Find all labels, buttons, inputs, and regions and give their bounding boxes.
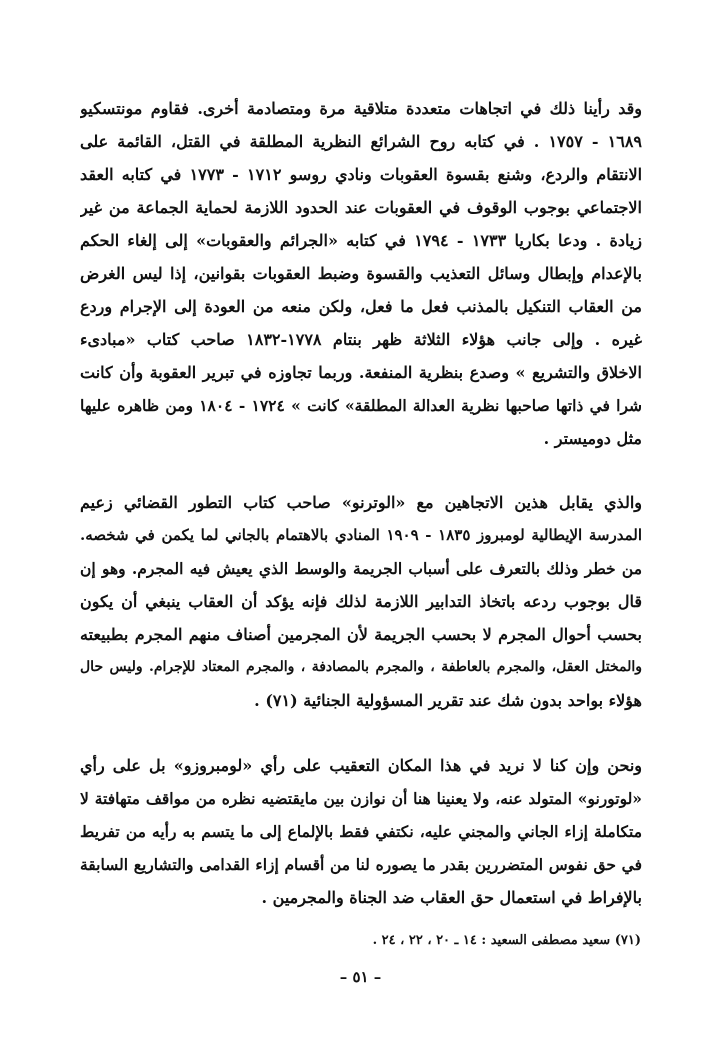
text-line: الاخلاق والتشريع » وصدع بنظرية المنفعة. وربما تجاوزه في تبرير العقوبة وأن كانت (80, 363, 642, 382)
text-line: مثل دوميستر . (543, 429, 642, 448)
paragraph-2 (80, 486, 642, 717)
text-line: ١٦٨٩ - ١٧٥٧ . في كتابه روح الشرائع النظرية المطلقة في القتل، القائمة على (80, 132, 642, 151)
text-line: «لوتورنو» المتولد عنه، ولا يعنينا هنا أن نوازن بين مايقتضيه نظره من مواقف متهافتة لا (80, 789, 642, 808)
paragraph-3 (80, 749, 642, 914)
text-line: من العقاب التنكيل بالمذنب فعل ما فعل، ولكن منعه من العودة إلى الإجرام وردع (80, 297, 642, 316)
text-line: والمختل العقل، والمجرم بالعاطفة ، والمجرم بالمصادفة ، والمجرم المعتاد للإجرام. وليس حال (80, 659, 642, 675)
text-line: شرا في ذاتها صاحبها نظرية العدالة المطلقة» كانت » ١٧٢٤ - ١٨٠٤ ومن ظاهره عليها (80, 396, 642, 415)
page-number: – ٥١ – (339, 968, 382, 986)
text-line: متكاملة إزاء الجاني والمجني عليه، نكتفي فقط بالإلماع إلى ما يتسم به رأيه من تفريط (80, 822, 642, 841)
text-line: بالإفراط في استعمال حق العقاب ضد الجناة والمجرمين . (261, 888, 642, 907)
text-line: ونحن وإن كنا لا نريد في هذا المكان التعقيب على رأي «لومبروزو» بل على رأي (80, 756, 642, 775)
text-line: من خطر وذلك بالتعرف على أسباب الجريمة والوسط الذي يعيش فيه المجرم. وهو إن (80, 559, 642, 578)
text-line: قال بوجوب ردعه باتخاذ التدابير اللازمة لذلك فإنه يؤكد أن العقاب ينبغي أن يكون (80, 592, 642, 611)
text-line: بالإعدام وإبطال وسائل التعذيب والقسوة وضبط العقوبات بقوانين، إذا ليس الغرض (80, 264, 642, 283)
footnote: (٧١) سعيد مصطفى السعيد : ١٤ ـ ٢٠ ، ٢٢ ، ٢٤ . (372, 933, 641, 948)
text-line: هؤلاء بواحد بدون شك عند تقرير المسؤولية الجنائية (٧١) . (254, 691, 642, 710)
paragraph-1 (80, 92, 642, 455)
text-line: غيره . وإلى جانب هؤلاء الثلاثة ظهر بنتام ١٧٧٨-١٨٣٢ صاحب كتاب «مبادىء (80, 330, 642, 349)
text-line: المدرسة الإيطالية لومبروز ١٨٣٥ - ١٩٠٩ المنادي بالاهتمام بالجاني لما يكمن في شخصه. (80, 526, 642, 544)
text-line: وقد رأينا ذلك في اتجاهات متعددة متلاقية مرة ومتصادمة أخرى. فقاوم مونتسكيو (80, 99, 642, 118)
text-line: زيادة . ودعا بكاريا ١٧٣٣ - ١٧٩٤ في كتابه «الجرائم والعقوبات» إلى إلغاء الحكم (80, 231, 642, 250)
text-line: في حق نفوس المتضررين بقدر ما يصوره لنا من أقسام إزاء القدامى والتشاريع السابقة (80, 855, 642, 874)
text-line: الاجتماعي بوجوب الوقوف في العقوبات عند الحدود اللازمة لحماية الجماعة من غير (80, 198, 642, 217)
text-line: الانتقام والردع، وشنع بقسوة العقوبات ونادي روسو ١٧١٢ - ١٧٧٣ في كتابه العقد (80, 165, 642, 184)
text-line: والذي يقابل هذين الاتجاهين مع «الوترنو» صاحب كتاب التطور القضائي زعيم (80, 493, 642, 512)
text-line: بحسب أحوال المجرم لا بحسب الجريمة لأن المجرمين أصناف منهم المجرم بطبيعته (80, 625, 642, 644)
